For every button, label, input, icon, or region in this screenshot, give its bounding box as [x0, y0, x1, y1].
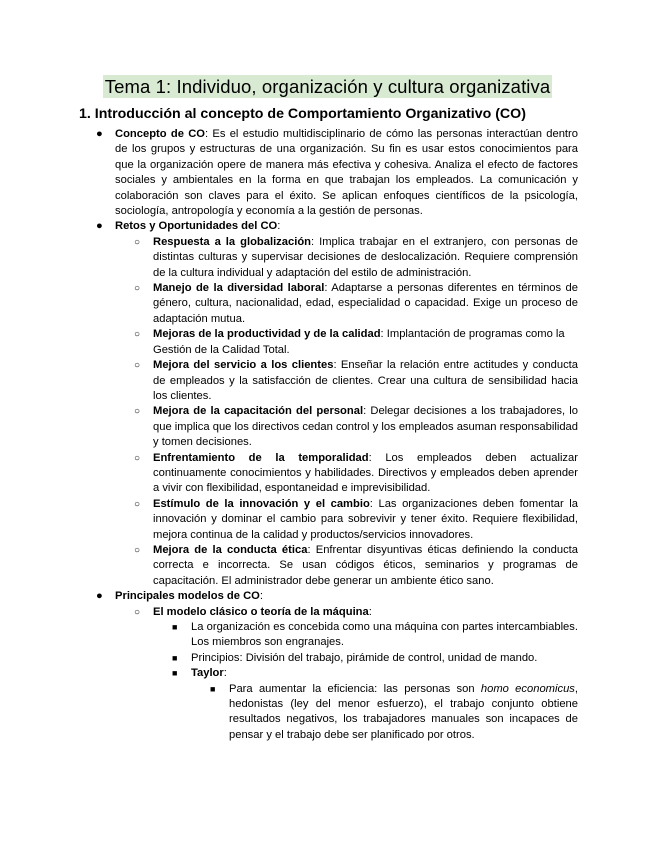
list-item-taylor: [0, 666, 655, 681]
list-item-reto: [0, 543, 655, 589]
reto-text: : Implica trabajar en el extranjero, con personas de distintas culturas y supervisar decisiones de deslocalización. Requiere comprensión de la cultura individual y adaptación del estilo de administración.: [153, 235, 578, 279]
disc-bullet-icon: ●: [96, 590, 103, 603]
circle-bullet-icon: ○: [134, 360, 141, 372]
list-item-clasico-detail: [0, 651, 655, 666]
reto-term: Enfrentamiento de la temporalidad: [153, 451, 369, 464]
reto-text: : Enseñar la relación entre actitudes y conducta de empleados y la satisfacción de clientes. Crear una cultura de sensibilidad hacia los clientes.: [153, 359, 578, 402]
taylor-colon: :: [223, 667, 227, 680]
circle-bullet-icon: ○: [134, 498, 141, 510]
document-body: [0, 127, 655, 743]
list-item-modelos: [0, 589, 655, 604]
reto-text: : Las organizaciones deben fomentar la innovación y dominar el cambio para sobrevivir y tener éxito. Requiere flexibilidad, mejora continua de la calidad y productos/servicios innovadores.: [153, 497, 578, 541]
modelo-clasico-colon: :: [368, 605, 372, 618]
list-item-taylor-detail: [0, 682, 655, 744]
circle-bullet-icon: ○: [134, 329, 141, 341]
reto-text: : Los empleados deben actualizar continuamente conocimientos y habilidades. Directivos y empleados deben aprender a vivir con flexibilidad, espontaneidad e imprevisibilidad.: [153, 451, 578, 495]
list-item-reto: [0, 451, 655, 497]
taylor-text-after: , hedonistas (ley del menor esfuerzo), el trabajo conjunto obtiene resultados negativos, los trabajadores manuales son incapaces de pensar y el trabajo debe ser planificado por otros.: [229, 682, 578, 741]
square-bullet-icon: ■: [210, 683, 216, 694]
taylor-text-before: Para aumentar la eficiencia: las personas son: [229, 682, 481, 695]
circle-bullet-icon: ○: [134, 452, 141, 464]
reto-text: : Adaptarse a personas diferentes en términos de género, cultura, nacionalidad, edad, especialidad o capacidad. Exige un proceso de adaptación mutua.: [153, 282, 578, 325]
reto-term: Mejora de la capacitación del personal: [153, 405, 364, 418]
list-item-concepto: [0, 127, 655, 219]
main-list: [0, 127, 655, 743]
square-bullet-icon: ■: [172, 622, 178, 632]
reto-term: Respuesta a la globalización: [153, 235, 311, 248]
list-item-reto: [0, 235, 655, 281]
clasico-detail-text: Principios: División del trabajo, pirámide de control, unidad de mando.: [191, 651, 538, 664]
reto-term: Mejora de la conducta ética: [153, 543, 308, 556]
disc-bullet-icon: ●: [96, 220, 103, 233]
circle-bullet-icon: ○: [134, 406, 141, 418]
square-bullet-icon: ■: [172, 652, 178, 663]
term-taylor: Taylor: [191, 667, 224, 680]
circle-bullet-icon: ○: [134, 544, 141, 556]
concepto-text: : Es el estudio multidisciplinario de cómo las personas interactúan dentro de los grupos y estructuras de una organización. Su fin es usar estos conocimientos para que la organización opere de manera más efectiva y cohesiva. Analiza el efecto de factores sociales y ambientales en la forma en que trabajan los empleados. La comunicación y colaboración son claves para el éxito. Se aplican enfoques científicos de la psicología, sociología, antropología y economía a la gestión de personas.: [115, 128, 578, 218]
clasico-detail-text: La organización es concebida como una máquina con partes intercambiables. Los miembros son engranajes.: [191, 621, 578, 649]
reto-term: Mejoras de la productividad y de la calidad: [153, 328, 381, 341]
document-title: [0, 76, 655, 98]
list-item-reto: [0, 327, 655, 358]
circle-bullet-icon: ○: [134, 236, 141, 248]
square-bullet-icon: ■: [172, 668, 178, 679]
term-concepto: Concepto de CO: [115, 128, 205, 140]
list-item-reto: [0, 358, 655, 404]
term-modelo-clasico: El modelo clásico o teoría de la máquina: [153, 605, 369, 618]
document-title-text: Tema 1: Individuo, organización y cultura organizativa: [104, 76, 551, 97]
list-item-retos: [0, 219, 655, 234]
term-modelos: Principales modelos de CO: [115, 590, 260, 603]
reto-term: Mejora del servicio a los clientes: [153, 359, 334, 372]
reto-term: Manejo de la diversidad laboral: [153, 282, 325, 295]
section-heading: 1. Introducción al concepto de Comportamiento Organizativo (CO): [79, 106, 526, 122]
list-item-modelo-clasico: [0, 605, 655, 620]
circle-bullet-icon: ○: [134, 283, 141, 295]
reto-text: : Delegar decisiones a los trabajadores, lo que implica que los directivos cedan control y los empleados asuman responsabilidad y tomen decisiones.: [153, 405, 578, 449]
term-retos: Retos y Oportunidades del CO: [115, 220, 278, 233]
list-item-reto: [0, 497, 655, 543]
taylor-text-italic: homo economicus: [480, 682, 575, 695]
list-item-reto: [0, 404, 655, 450]
reto-text: : Implantación de programas como la Gestión de la Calidad Total.: [153, 328, 565, 356]
reto-text: : Enfrentar disyuntivas éticas definiendo la conducta correcta e incorrecta. Se usan códigos éticos, seminarios y programas de capacitación. El administrador debe generar un ambiente ético sano.: [153, 543, 579, 587]
list-item-reto: [0, 281, 655, 327]
disc-bullet-icon: ●: [96, 128, 103, 140]
circle-bullet-icon: ○: [134, 606, 141, 618]
retos-colon: :: [277, 220, 281, 233]
modelos-colon: :: [259, 590, 263, 603]
reto-term: Estímulo de la innovación y el cambio: [153, 497, 370, 510]
list-item-clasico-detail: [0, 620, 655, 651]
